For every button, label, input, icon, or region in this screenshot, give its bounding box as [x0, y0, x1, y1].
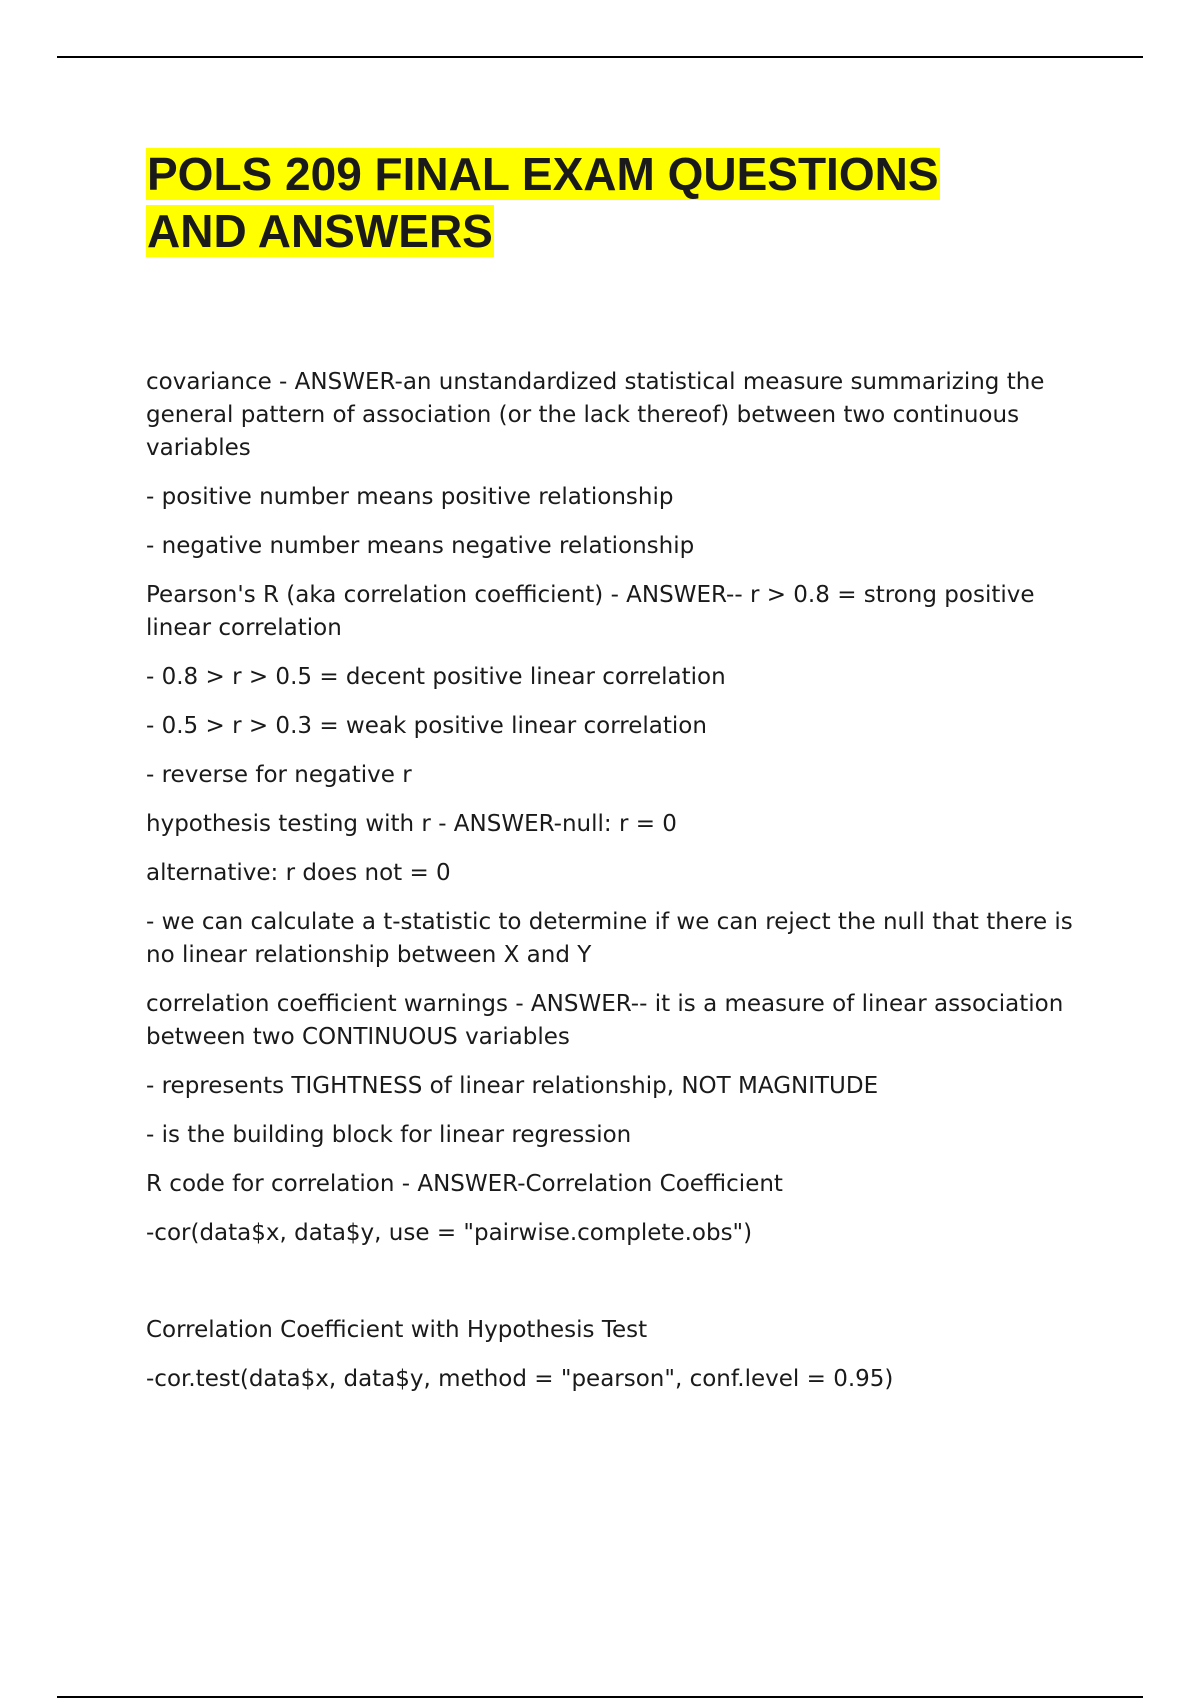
answer-pearsons-r: Pearson's R (aka correlation coefficient) - ANSWER-- r > 0.8 = strong positive linear correlation: [146, 582, 1042, 641]
alternative-line: alternative: r does not = 0: [146, 860, 451, 886]
bullet-tightness: - represents TIGHTNESS of linear relationship, NOT MAGNITUDE: [146, 1073, 879, 1099]
bullet-negative: - negative number means negative relationship: [146, 533, 695, 559]
title-line-2: AND ANSWERS: [147, 205, 493, 257]
section-gap: [146, 1266, 1086, 1314]
bullet-positive: - positive number means positive relationship: [146, 484, 674, 510]
bullet-reverse: - reverse for negative r: [146, 762, 412, 788]
top-rule: [57, 56, 1143, 58]
bullet-t-statistic: - we can calculate a t-statistic to determine if we can reject the null that there is no linear relationship between X and Y: [146, 909, 1081, 968]
code-cor-test: -cor.test(data$x, data$y, method = "pearson", conf.level = 0.95): [146, 1366, 894, 1392]
title-line-1: POLS 209 FINAL EXAM QUESTIONS: [147, 148, 939, 200]
bullet-decent: - 0.8 > r > 0.5 = decent positive linear correlation: [146, 664, 726, 690]
hypothesis-test-heading: Correlation Coefficient with Hypothesis Test: [146, 1317, 648, 1343]
document-body: [146, 366, 1086, 1412]
document-title: [146, 146, 1006, 260]
code-cor: -cor(data$x, data$y, use = "pairwise.complete.obs"): [146, 1220, 753, 1246]
answer-warnings: correlation coefficient warnings - ANSWER-- it is a measure of linear association between two CONTINUOUS variables: [146, 991, 1071, 1050]
bullet-building-block: - is the building block for linear regression: [146, 1122, 632, 1148]
bullet-weak: - 0.5 > r > 0.3 = weak positive linear correlation: [146, 713, 707, 739]
answer-covariance: covariance - ANSWER-an unstandardized statistical measure summarizing the general pattern of association (or the lack thereof) between two continuous variables: [146, 369, 1052, 461]
answer-r-code: R code for correlation - ANSWER-Correlation Coefficient: [146, 1171, 783, 1197]
answer-hypothesis-testing: hypothesis testing with r - ANSWER-null: r = 0: [146, 811, 677, 837]
bottom-rule: [57, 1696, 1143, 1698]
